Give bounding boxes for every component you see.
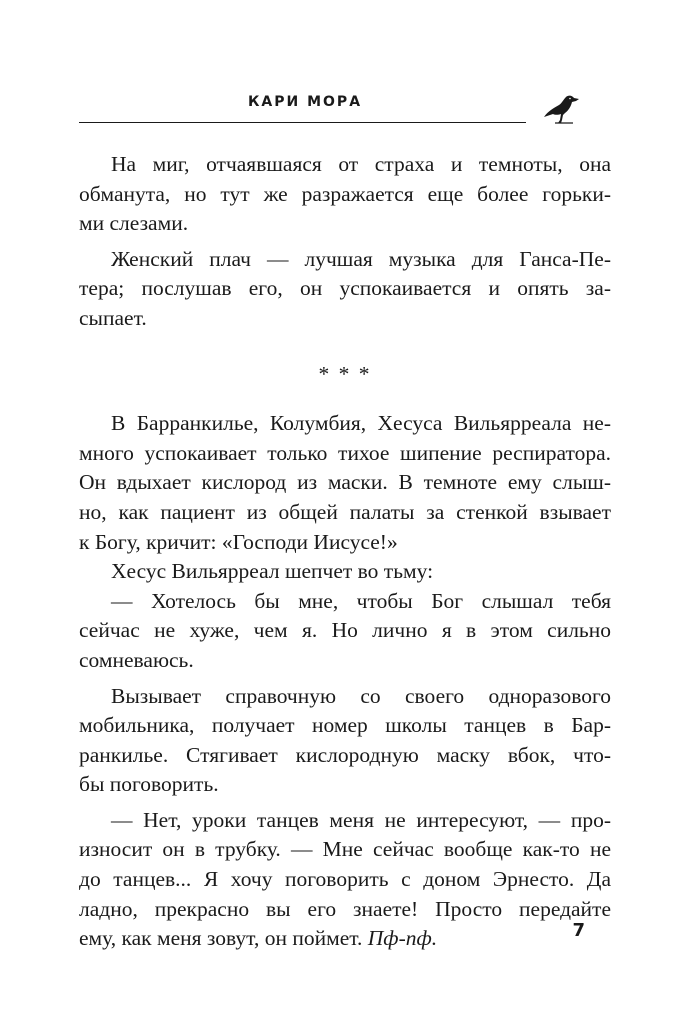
text-line: Хесус Вильярреал шепчет во тьму: xyxy=(111,559,434,584)
text-line: износит он в трубку. — Мне сейчас вообще как-то не xyxy=(79,837,611,862)
paragraph xyxy=(79,806,611,954)
text-line: На миг, отчаявшаяся от страха и темноты, она xyxy=(111,152,611,176)
text-line: — Нет, уроки танцев меня не интересуют, — про- xyxy=(111,807,611,832)
paragraph xyxy=(79,682,611,800)
text-line: к Богу, кричит: «Господи Иисусе!» xyxy=(79,529,398,554)
text-line-final xyxy=(79,924,611,954)
running-header-title: КАРИ МОРА xyxy=(247,94,363,110)
header-divider xyxy=(79,122,526,123)
paragraph xyxy=(79,150,611,239)
text-line: ранкилье. Стягивает кислородную маску вбок, что- xyxy=(79,742,611,767)
text-line: много успокаивает только тихое шипение респиратора. xyxy=(79,440,611,465)
text-fragment: ему, как меня зовут, он поймет. xyxy=(79,926,363,951)
text-line: ладно, прекрасно вы его знаете! Просто передайте xyxy=(79,896,611,921)
text-line: В Барранкилье, Колумбия, Хесуса Вильярреала не- xyxy=(111,411,611,436)
text-line: Вызывает справочную со своего одноразового xyxy=(111,683,611,708)
paragraph xyxy=(79,409,611,557)
text-line: мобильника, получает номер школы танцев в Бар- xyxy=(79,713,611,738)
text-line: сомневаюсь. xyxy=(79,647,194,672)
text-line: Он вдыхает кислород из маски. В темноте ему слыш- xyxy=(79,470,611,495)
text-line: но, как пациент из общей палаты за стенкой взывает xyxy=(79,499,611,524)
text-line: бы поговорить. xyxy=(79,772,219,797)
text-line: ми слезами. xyxy=(79,211,189,236)
text-line: до танцев... Я хочу поговорить с доном Эрнесто. Да xyxy=(79,867,611,892)
text-line: обманута, но тут же разражается еще более горьки- xyxy=(79,181,611,206)
text-line: сейчас не хуже, чем я. Но лично я в этом сильно xyxy=(79,618,611,643)
paragraph xyxy=(79,587,611,676)
text-line: сыпает. xyxy=(79,305,147,330)
text-line: — Хотелось бы мне, чтобы Бог слышал тебя xyxy=(111,588,611,613)
paragraph xyxy=(79,557,611,587)
body-text xyxy=(79,150,611,954)
section-separator: * * * xyxy=(318,361,372,386)
raven-icon xyxy=(541,93,581,127)
italic-onomatopoeia: Пф-пф. xyxy=(367,926,438,951)
page-number: 7 xyxy=(572,920,585,941)
paragraph xyxy=(79,245,611,334)
text-line: Женский плач — лучшая музыка для Ганса-Пе- xyxy=(111,246,611,271)
text-line: тера; послушав его, он успокаивается и опять за- xyxy=(79,276,611,301)
